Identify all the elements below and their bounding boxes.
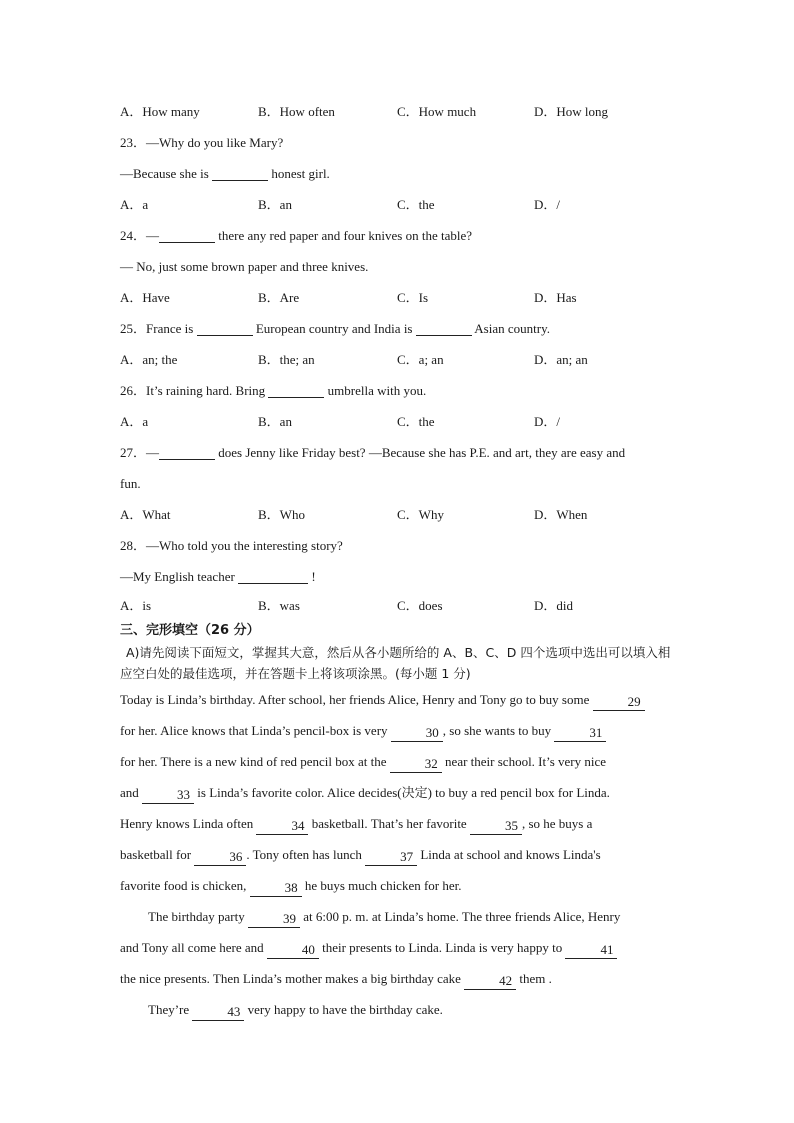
passage-text: favorite food is chicken, <box>120 878 247 893</box>
q28-answer-start: —My English teacher <box>120 569 235 584</box>
blank-38: 38 <box>250 880 302 897</box>
passage-text: the nice presents. Then Linda’s mother makes a big birthday cake <box>120 971 461 986</box>
q28-option-b: B．was <box>258 598 300 613</box>
passage-line-9 <box>120 932 680 963</box>
q27-option-c: C．Why <box>397 507 444 522</box>
passage-line-2 <box>120 715 680 746</box>
passage-text: Henry knows Linda often <box>120 816 254 831</box>
blank-41: 41 <box>565 942 617 959</box>
q22-option-a: A．How many <box>120 104 200 119</box>
q26-options <box>120 406 680 437</box>
q24-option-d: D．Has <box>534 290 577 305</box>
q24-number: 24． <box>120 228 147 243</box>
passage-line-4 <box>120 777 680 808</box>
q27-text-c: fun. <box>120 476 141 491</box>
q26-option-d: D．/ <box>534 414 561 429</box>
passage-line-1 <box>120 684 680 715</box>
q23-option-d: D．/ <box>534 197 561 212</box>
passage-text: , so she wants to buy <box>442 723 552 738</box>
q23-option-c: C．the <box>397 197 435 212</box>
passage-line-11 <box>120 994 680 1025</box>
q22-options <box>120 96 680 127</box>
q25-option-a: A．an; the <box>120 352 178 367</box>
passage-text: They’re <box>148 1002 190 1017</box>
section-instructions: A)请先阅读下面短文，掌握其大意，然后从各小题所给的 A、B、C、D 四个选项中选出可以填入相 应空白处的最佳选项，并在答题卡上将该项涂黑。(每小题 1 分) <box>120 645 671 681</box>
passage-text: , so he buys a <box>521 816 593 831</box>
q23-blank <box>212 166 268 181</box>
q23-number: 23． <box>120 135 147 150</box>
q25-blank-1 <box>197 321 253 336</box>
passage-line-6 <box>120 839 680 870</box>
q24-options <box>120 282 680 313</box>
q22-option-b: B．How often <box>258 104 335 119</box>
q28-number: 28． <box>120 538 147 553</box>
q27-number: 27． <box>120 445 147 460</box>
passage-text: their presents to Linda. Linda is very happy to <box>322 940 563 955</box>
q26-blank <box>268 383 324 398</box>
q27-text-b: does Jenny like Friday best? —Because she has P.E. and art, they are easy and <box>218 445 626 460</box>
passage-line-7 <box>120 870 680 901</box>
blank-30: 30 <box>391 725 443 742</box>
q28-option-d: D．did <box>534 598 574 613</box>
passage-line-8 <box>120 901 680 932</box>
q28-blank <box>238 569 308 584</box>
blank-40: 40 <box>267 942 319 959</box>
passage-text: basketball for <box>120 847 192 862</box>
q24-line1 <box>120 220 680 251</box>
q25-option-d: D．an; an <box>534 352 588 367</box>
passage-text: for her. There is a new kind of red pencil box at the <box>120 754 387 769</box>
q27-option-d: D．When <box>534 507 588 522</box>
q24-line2 <box>120 251 680 282</box>
blank-42: 42 <box>464 973 516 990</box>
q24-dash: — <box>146 228 160 243</box>
section-title: 三、完形填空（26 分） <box>120 623 260 638</box>
blank-43: 43 <box>192 1004 244 1021</box>
q26-option-c: C．the <box>397 414 435 429</box>
q27-options <box>120 499 680 530</box>
passage-text: basketball. That’s her favorite <box>311 816 467 831</box>
q25-option-b: B．the; an <box>258 352 315 367</box>
blank-32: 32 <box>390 756 442 773</box>
q23-answer-start: —Because she is <box>120 166 209 181</box>
q25-number: 25． <box>120 321 147 336</box>
passage-text: . Tony often has lunch <box>246 847 362 862</box>
q24-option-c: C．Is <box>397 290 429 305</box>
q28-option-a: A．is <box>120 598 152 613</box>
blank-33: 33 <box>142 787 194 804</box>
q27-line2 <box>120 468 680 499</box>
exam-page <box>120 96 680 1025</box>
q28-line1 <box>120 530 680 561</box>
q27-option-b: B．Who <box>258 507 305 522</box>
q25-text-b: European country and India is <box>255 321 413 336</box>
passage-text: and Tony all come here and <box>120 940 264 955</box>
blank-35: 35 <box>470 818 522 835</box>
q25-text-a: France is <box>146 321 194 336</box>
q25-option-c: C．a; an <box>397 352 444 367</box>
passage-line-3 <box>120 746 680 777</box>
passage-text: for her. Alice knows that Linda’s pencil-box is very <box>120 723 388 738</box>
q27-blank <box>159 445 215 460</box>
q23-options <box>120 189 680 220</box>
passage-text: and <box>120 785 139 800</box>
blank-37: 37 <box>365 849 417 866</box>
q28-answer-end: ! <box>311 569 316 584</box>
q22-option-c: C．How much <box>397 104 477 119</box>
blank-36: 36 <box>194 849 246 866</box>
q28-question: —Who told you the interesting story? <box>146 538 343 553</box>
passage-text: Linda at school and knows Linda's <box>420 847 601 862</box>
q27-option-a: A．What <box>120 507 171 522</box>
blank-29: 29 <box>593 694 645 711</box>
q23-line1 <box>120 127 680 158</box>
q28-option-c: C．does <box>397 598 443 613</box>
q23-answer-end: honest girl. <box>271 166 330 181</box>
q26-number: 26． <box>120 383 147 398</box>
passage-text: The birthday party <box>148 909 245 924</box>
blank-39: 39 <box>248 911 300 928</box>
q22-option-d: D．How long <box>534 104 609 119</box>
q24-option-a: A．Have <box>120 290 170 305</box>
q23-option-a: A．a <box>120 197 149 212</box>
q26-text-a: It’s raining hard. Bring <box>146 383 266 398</box>
passage-line-5 <box>120 808 680 839</box>
q26-option-a: A．a <box>120 414 149 429</box>
passage-text: very happy to have the birthday cake. <box>247 1002 443 1017</box>
q23-option-b: B．an <box>258 197 292 212</box>
passage-line-10 <box>120 963 680 994</box>
q24-option-b: B．Are <box>258 290 300 305</box>
passage-text: them . <box>519 971 552 986</box>
q26-text-b: umbrella with you. <box>327 383 427 398</box>
q26-line1 <box>120 375 680 406</box>
q25-options <box>120 344 680 375</box>
q27-line1 <box>120 437 680 468</box>
blank-31: 31 <box>554 725 606 742</box>
q24-blank <box>159 228 215 243</box>
q26-option-b: B．an <box>258 414 292 429</box>
q24-answer: — No, just some brown paper and three knives. <box>120 259 369 274</box>
q28-line2 <box>120 561 680 592</box>
passage-text: is Linda’s favorite color. Alice decides(决定) to buy a red pencil box for Linda. <box>197 785 610 800</box>
q24-question: there any red paper and four knives on the table? <box>218 228 473 243</box>
q23-question: —Why do you like Mary? <box>146 135 284 150</box>
q25-blank-2 <box>416 321 472 336</box>
q25-line1 <box>120 313 680 344</box>
passage-text: he buys much chicken for her. <box>304 878 462 893</box>
q23-line2 <box>120 158 680 189</box>
passage-text: at 6:00 p. m. at Linda’s home. The three friends Alice, Henry <box>303 909 621 924</box>
q25-text-c: Asian country. <box>474 321 550 336</box>
q27-dash: — <box>146 445 160 460</box>
q28-options <box>120 592 680 620</box>
blank-34: 34 <box>256 818 308 835</box>
passage-text: Today is Linda’s birthday. After school, her friends Alice, Henry and Tony go to buy some <box>120 692 590 707</box>
passage-text: near their school. It’s very nice <box>445 754 607 769</box>
